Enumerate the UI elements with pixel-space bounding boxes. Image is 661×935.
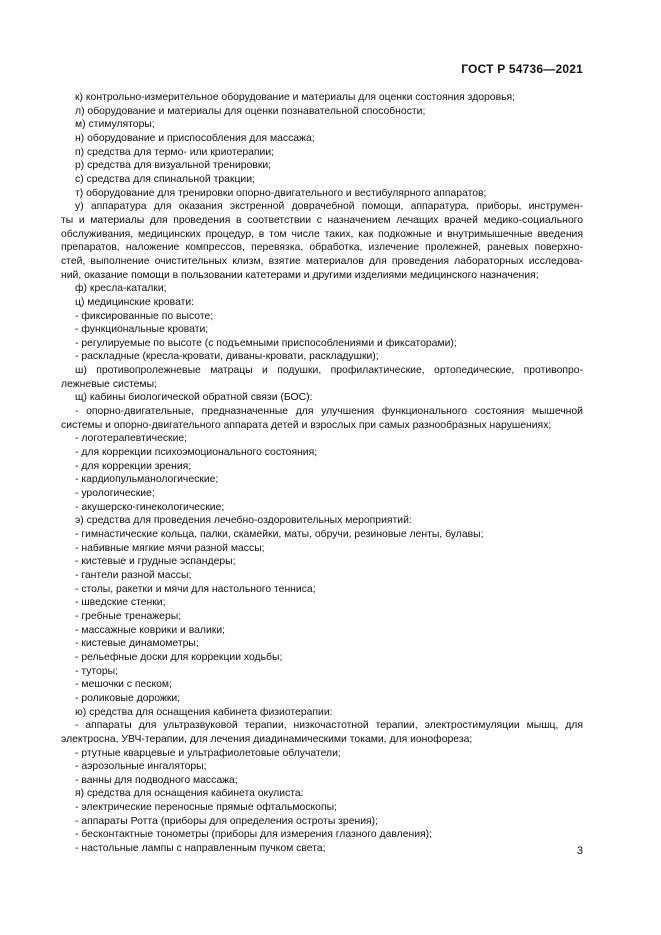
text-line: ний, оказание помощи в пользовании катетерами и другими изделиями медицинского назначения; <box>61 269 539 281</box>
text-line: - роликовые дорожки; <box>75 692 181 704</box>
text-line: щ) кабины биологической обратной связи (БОС): <box>75 392 313 404</box>
document-body <box>61 91 583 856</box>
text-line: т) оборудование для тренировки опорно-двигательного и вестибулярного аппаратов; <box>75 187 487 199</box>
text-line: - рельефные доски для коррекции ходьбы; <box>75 651 283 663</box>
text-line: - бесконтактные тонометры (приборы для измерения глазного давления); <box>75 829 433 841</box>
text-line: - кистевые динамометры; <box>75 638 199 650</box>
text-line: - опорно-двигательные, предназначенные для улучшения функционального состояния мышечной <box>75 406 583 418</box>
text-line: - мешочки с песком; <box>75 679 172 691</box>
text-line: электросна, УВЧ-терапии, для лечения диадинамическими токами, для ионофореза; <box>61 733 473 745</box>
text-line: - раскладные (кресла-кровати, диваны-кровати, раскладушки); <box>75 351 379 363</box>
text-line: н) оборудование и приспособления для массажа; <box>75 132 315 144</box>
text-line: - гимнастические кольца, палки, скамейки, маты, обручи, резиновые ленты, булавы; <box>75 529 484 540</box>
text-line: л) оборудование и материалы для оценки познавательной способности; <box>75 105 426 117</box>
text-line: - настольные лампы с направленным пучком света; <box>75 843 326 855</box>
text-line: - аэрозольные ингаляторы; <box>75 761 207 773</box>
text-line: - гантели разной массы; <box>75 569 192 581</box>
text-line: - шведские стенки; <box>75 597 166 609</box>
text-line: я) средства для оснащения кабинета окулиста: <box>75 788 304 800</box>
text-line: - кардиопульманологические; <box>75 474 219 486</box>
text-line: - для коррекции психоэмоционального состояния; <box>75 447 318 459</box>
text-line: - функциональные кровати; <box>75 324 209 336</box>
text-line: - ванны для подводного массажа; <box>75 774 238 786</box>
text-line: ф) кресла-каталки; <box>75 283 167 295</box>
text-line: - акушерско-гинекологические; <box>75 501 225 513</box>
text-line: ю) средства для оснащения кабинета физиотерапии: <box>75 706 333 718</box>
text-line: системы и опорно-двигательного аппарата детей и взрослых при самых разнообразных нарушениях; <box>61 419 552 431</box>
text-line: - аппараты для ультразвуковой терапии, низкочастотной терапии, электростимуляции мышц, для <box>75 720 583 732</box>
text-line: - для коррекции зрения; <box>75 460 192 472</box>
text-line: к) контрольно-измерительное оборудование и материалы для оценки состояния здоровья; <box>75 92 516 103</box>
text-line: - фиксированные по высоте; <box>75 310 214 322</box>
text-line: - столы, ракетки и мячи для настольного тенниса; <box>75 583 316 595</box>
text-line: у) аппаратура для оказания экстренной доврачебной помощи, аппаратура, приборы, инструмен- <box>75 201 583 213</box>
text-line: - туторы; <box>75 665 118 677</box>
text-line: ты и материалы для проведения в соответствии с назначением лечащих врачей медико-социального <box>61 214 583 226</box>
text-line: э) средства для проведения лечебно-оздоровительных мероприятий: <box>75 515 412 527</box>
text-line: - ртутные кварцевые и ультрафиолетовые облучатели; <box>75 747 341 759</box>
text-line: м) стимуляторы; <box>75 119 155 131</box>
text-line: стей, выполнение очистительных клизм, взятие материалов для проведения лабораторных исследова- <box>61 255 583 267</box>
text-line: - аппараты Ротта (приборы для определения остроты зрения); <box>75 815 379 827</box>
document-header-code: ГОСТ Р 54736—2021 <box>461 62 583 76</box>
text-line: ц) медицинские кровати: <box>75 296 195 308</box>
text-line: - урологические; <box>75 488 155 500</box>
page-number: 3 <box>576 845 583 857</box>
text-line: - массажные коврики и валики; <box>75 624 226 636</box>
text-line: обслуживания, медицинских процедур, в том числе таких, как подкожные и внутримышечные введения <box>61 228 583 240</box>
text-line: - кистевые и грудные эспандеры; <box>75 556 236 568</box>
text-line: лежневые системы; <box>61 378 157 390</box>
text-line: - логотерапевтические; <box>75 433 188 445</box>
text-line: - регулируемые по высоте (с подъемными приспособлениями и фиксаторами); <box>75 337 457 349</box>
text-line: - электрические переносные прямые офтальмоскопы; <box>75 802 337 814</box>
text-line: с) средства для спинальной тракции; <box>75 173 255 185</box>
text-line: р) средства для визуальной тренировки; <box>75 160 272 172</box>
text-line: препаратов, наложение компрессов, перевязка, обработка, излечение пролежней, раневых поверхно- <box>61 242 583 254</box>
text-line: - набивные мягкие мячи разной массы; <box>75 542 265 554</box>
text-line: п) средства для термо- или криотерапии; <box>75 146 275 158</box>
text-line: - гребные тренажеры; <box>75 610 182 622</box>
text-line: ш) противопролежневые матрацы и подушки, профилактические, ортопедические, противопро- <box>75 365 583 377</box>
